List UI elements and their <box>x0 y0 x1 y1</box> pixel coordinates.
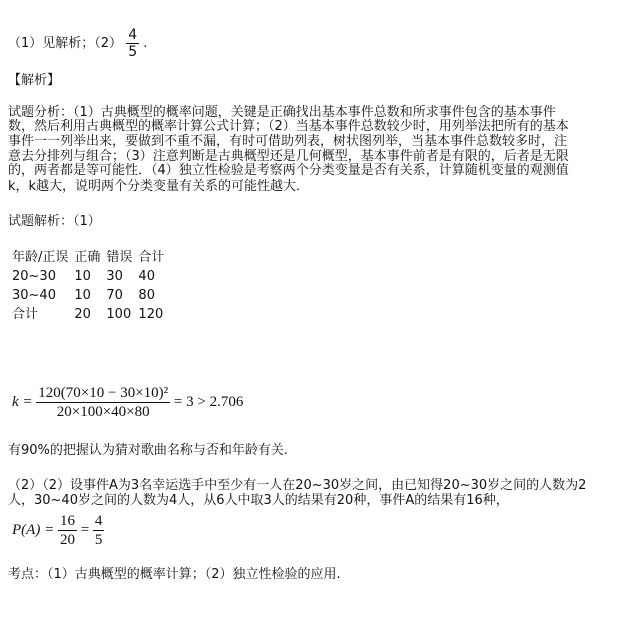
analysis-line-5: 的，两者都是等可能性．（4）独立性检验是考察两个分类变量是否有关系，计算随机变量的观测值 <box>8 163 569 178</box>
table-header-cell: 错误 <box>106 250 133 265</box>
table-cell: 40 <box>138 269 155 284</box>
answer-suffix: . <box>143 36 148 51</box>
k-formula-denominator: 20×100×40×80 <box>56 404 150 421</box>
table-header-cell: 正确 <box>74 250 101 265</box>
table-cell: 30 <box>106 269 123 284</box>
k-formula <box>12 380 243 424</box>
analysis-line-2: 数，然后利用古典概型的概率计算公式计算；（2）当基本事件总数较少时，用列举法把所有的基本 <box>8 119 569 134</box>
k-formula-numerator: 120(70×10 − 30×10)² <box>38 385 169 402</box>
prob-fraction-1 <box>58 512 77 549</box>
analysis-line-1: 试题分析：（1）古典概型的概率问题，关键是正确找出基本事件总数和所求事件包含的基本事件 <box>8 105 556 120</box>
solution-intro: 试题解析：（1） <box>8 214 101 229</box>
table-header-cell: 合计 <box>138 250 165 265</box>
table-cell: 10 <box>74 288 91 303</box>
conclusion-text: 有90%的把握认为猜对歌曲名称与否和年龄有关. <box>8 443 289 458</box>
answer-line <box>8 24 147 64</box>
prob-frac-1-denominator: 20 <box>59 532 75 549</box>
kaodian-text: 考点：（1）古典概型的概率计算；（2）独立性检验的应用. <box>8 567 341 582</box>
part2-line-1: （2）（2）设事件A为3名幸运选手中至少有一人在20~30岁之间，由已知得20~30岁之间的人数为2 <box>8 478 587 493</box>
table-header-cell: 年龄/正误 <box>12 250 69 265</box>
table-cell: 80 <box>138 288 155 303</box>
k-formula-fraction <box>36 384 170 421</box>
answer-fraction <box>126 27 139 60</box>
prob-frac-1-numerator: 16 <box>59 513 75 530</box>
analysis-line-4: 意去分排列与组合；（3）注意判断是古典概型还是几何概型，基本事件前者是有限的，后者是无限 <box>8 149 569 164</box>
table-row <box>12 286 170 305</box>
part2-line-2: 人，30~40岁之间的人数为4人，从6人中取3人的结果有20种，事件A的结果有16种， <box>8 493 509 508</box>
probability-formula <box>12 508 104 552</box>
table-header-row <box>12 248 170 267</box>
answer-frac-numerator: 4 <box>128 27 138 43</box>
table-row <box>12 305 170 324</box>
analysis-line-6: k，k越大，说明两个分类变量有关系的可能性越大． <box>8 179 310 194</box>
k-formula-lhs: k = <box>12 394 33 410</box>
table-cell: 10 <box>74 269 91 284</box>
contingency-table <box>12 248 170 324</box>
table-cell: 合计 <box>12 307 39 322</box>
table-cell: 20 <box>74 307 91 322</box>
answer-frac-denominator: 5 <box>128 44 138 60</box>
prob-frac-2-denominator: 5 <box>94 532 103 549</box>
prob-frac-2-numerator: 4 <box>94 513 103 530</box>
table-cell: 20~30 <box>12 269 56 284</box>
analysis-heading: 【解析】 <box>8 73 61 88</box>
prob-formula-equals: = <box>80 522 90 538</box>
table-cell: 120 <box>138 307 164 322</box>
table-cell: 70 <box>106 288 123 303</box>
answer-prefix: （1）见解析；（2） <box>8 36 123 51</box>
prob-formula-lhs: P(A) = <box>12 522 55 538</box>
table-cell: 30~40 <box>12 288 56 303</box>
analysis-line-3: 事件一一列举出来，要做到不重不漏，有时可借助列表，树状图列举，当基本事件总数较多时，注 <box>8 134 568 149</box>
table-cell: 100 <box>106 307 132 322</box>
prob-fraction-2 <box>93 512 105 549</box>
k-formula-rhs: = 3 > 2.706 <box>173 394 244 410</box>
table-row <box>12 267 170 286</box>
